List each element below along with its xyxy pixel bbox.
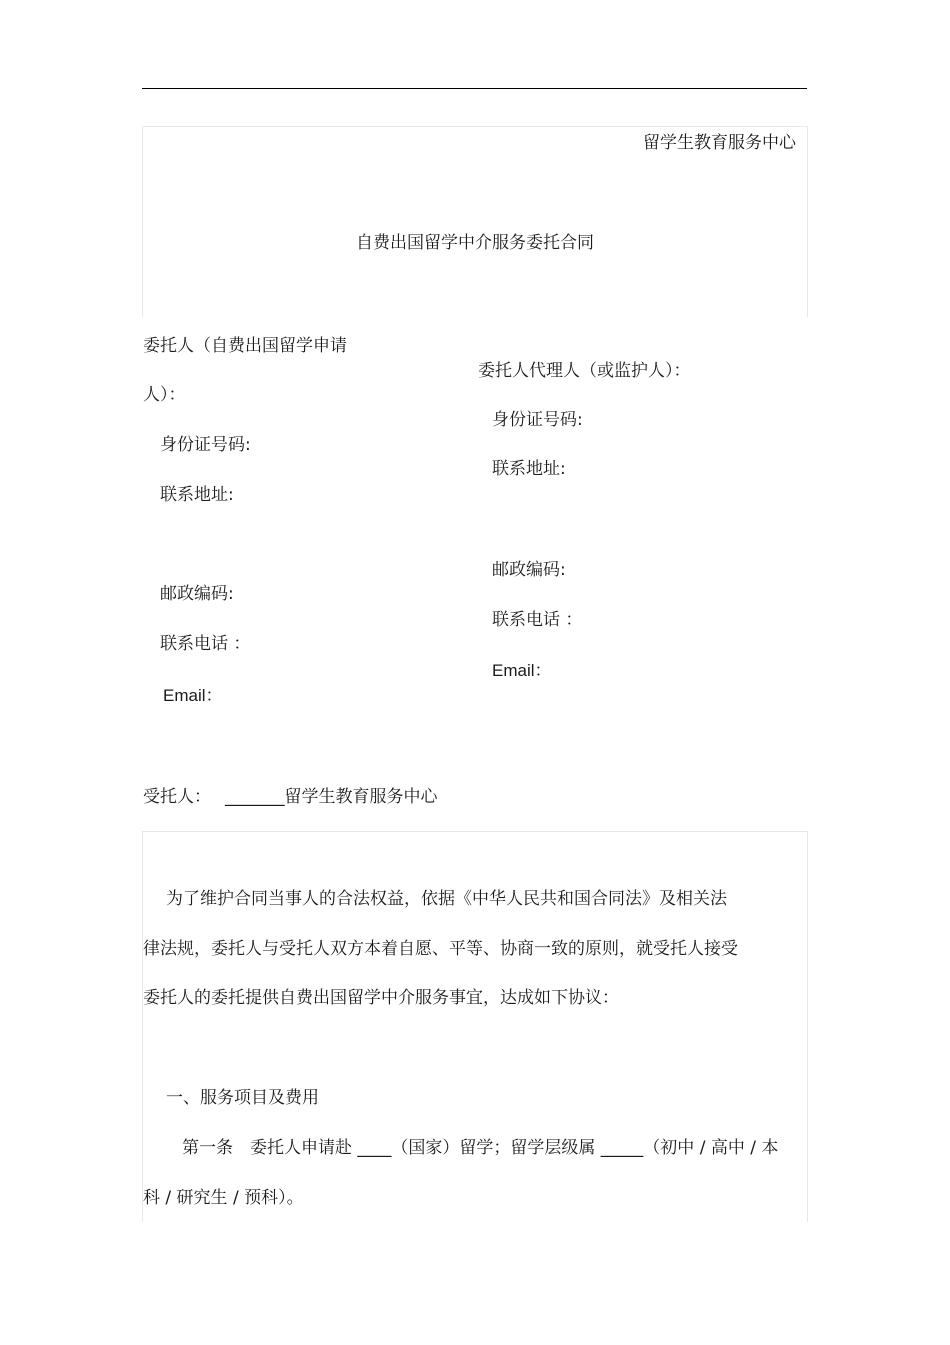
trustee-name: 留学生教育服务中心	[284, 787, 438, 807]
client-postcode-label: 邮政编码:	[160, 584, 234, 604]
section1-heading: 一、服务项目及费用	[166, 1088, 319, 1108]
header-rule	[142, 88, 807, 89]
contract-title: 自费出国留学中介服务委托合同	[356, 233, 594, 253]
client-address-label: 联系地址:	[160, 485, 234, 505]
trustee-label: 受托人：	[143, 787, 211, 807]
org-name: 留学生教育服务中心	[643, 133, 796, 153]
client-label-line2: 人）：	[143, 385, 186, 405]
agent-address-label: 联系地址:	[492, 459, 566, 479]
client-phone-label: 联系电话 ：	[160, 634, 251, 654]
client-email-label: Email：	[163, 686, 223, 705]
agent-postcode-label: 邮政编码:	[492, 560, 566, 580]
preamble-line2: 律法规，委托人与受托人双方本着自愿、平等、协商一致的原则，就受托人接受	[143, 939, 738, 959]
client-label-line1: 委托人（自费出国留学申请	[143, 336, 347, 356]
preamble-line1: 为了维护合同当事人的合法权益，依据《中华人民共和国合同法》及相关法	[166, 889, 727, 909]
article1-line1: 第一条 委托人申请赴 ____（国家）留学；留学层级属 _____（初中 / 高中 / 本	[182, 1138, 779, 1158]
agent-phone-label: 联系电话 ：	[492, 610, 583, 630]
agent-id-label: 身份证号码:	[492, 410, 583, 430]
trustee-blank: _______	[225, 787, 285, 807]
preamble-line3: 委托人的委托提供自费出国留学中介服务事宜，达成如下协议：	[143, 988, 619, 1008]
article1-line2: 科 / 研究生 / 预科）。	[143, 1188, 304, 1208]
agent-label: 委托人代理人（或监护人）：	[478, 361, 691, 381]
trustee-line	[143, 789, 438, 806]
agent-email-label: Email：	[492, 661, 552, 680]
client-id-label: 身份证号码:	[160, 435, 251, 455]
header-box	[142, 126, 808, 317]
